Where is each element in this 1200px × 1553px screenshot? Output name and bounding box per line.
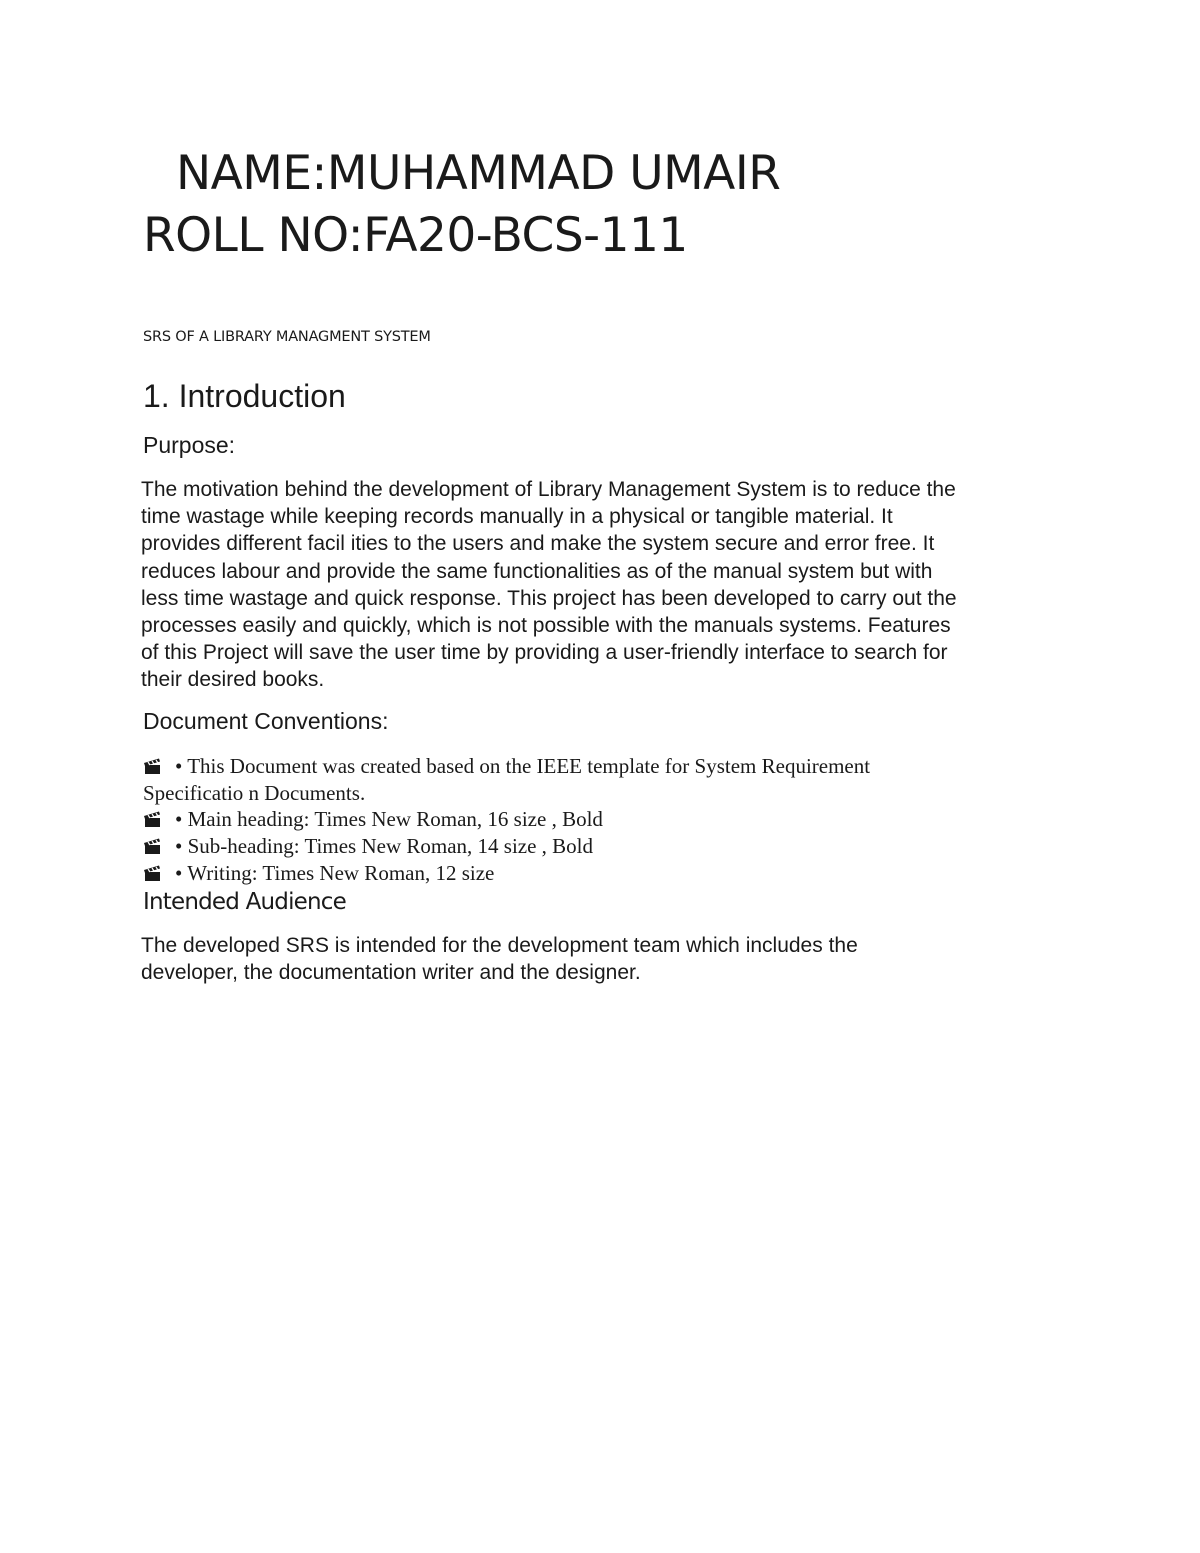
list-item-continuation: Specificatio n Documents. [143,780,366,805]
list-item [143,833,1083,860]
conventions-list [143,753,1083,887]
student-name: NAME:MUHAMMAD UMAIR [176,146,781,201]
clapperboard-icon [143,865,163,882]
paragraph-line: their desired books. [141,668,325,692]
paragraph-line: reduces labour and provide the same functionalities as of the manual system but with [141,559,933,583]
paragraph-line: provides different facil ities to the users and make the system secure and error free. It [141,532,935,556]
paragraph-line: The motivation behind the development of Library Management System is to reduce the [141,478,956,501]
document-title: SRS OF A LIBRARY MANAGMENT SYSTEM [143,329,431,345]
clapperboard-icon [143,838,163,855]
paragraph-line: The developed SRS is intended for the development team which includes the [141,934,858,957]
subheading-intended-audience: Intended Audience [143,889,346,915]
list-item-text: • Sub-heading: Times New Roman, 14 size , Bold [175,834,594,859]
subheading-document-conventions: Document Conventions: [143,708,389,734]
paragraph-line: of this Project will save the user time by providing a user-friendly interface to search for [141,641,948,665]
list-item [143,860,1083,887]
clapperboard-icon [143,811,163,828]
paragraph-line: processes easily and quickly, which is not possible with the manuals systems. Features [141,614,951,638]
purpose-paragraph [141,476,1071,694]
paragraph-line: less time wastage and quick response. This project has been developed to carry out the [141,586,957,610]
audience-paragraph [141,932,1071,986]
roll-number: ROLL NO:FA20-BCS-111 [143,208,688,263]
section-heading-introduction: 1. Introduction [143,378,346,414]
list-item-text: • Writing: Times New Roman, 12 size [175,860,495,885]
list-item-text: • This Document was created based on the IEEE template for System Requirement [175,754,871,778]
paragraph-line: time wastage while keeping records manually in a physical or tangible material. It [141,505,893,529]
list-item-text: • Main heading: Times New Roman, 16 size , Bold [175,807,603,832]
paragraph-line: developer, the documentation writer and the designer. [141,961,641,985]
list-item [143,806,1083,833]
list-item [143,753,1083,780]
subheading-purpose: Purpose: [143,432,236,458]
clapperboard-icon [143,758,163,775]
